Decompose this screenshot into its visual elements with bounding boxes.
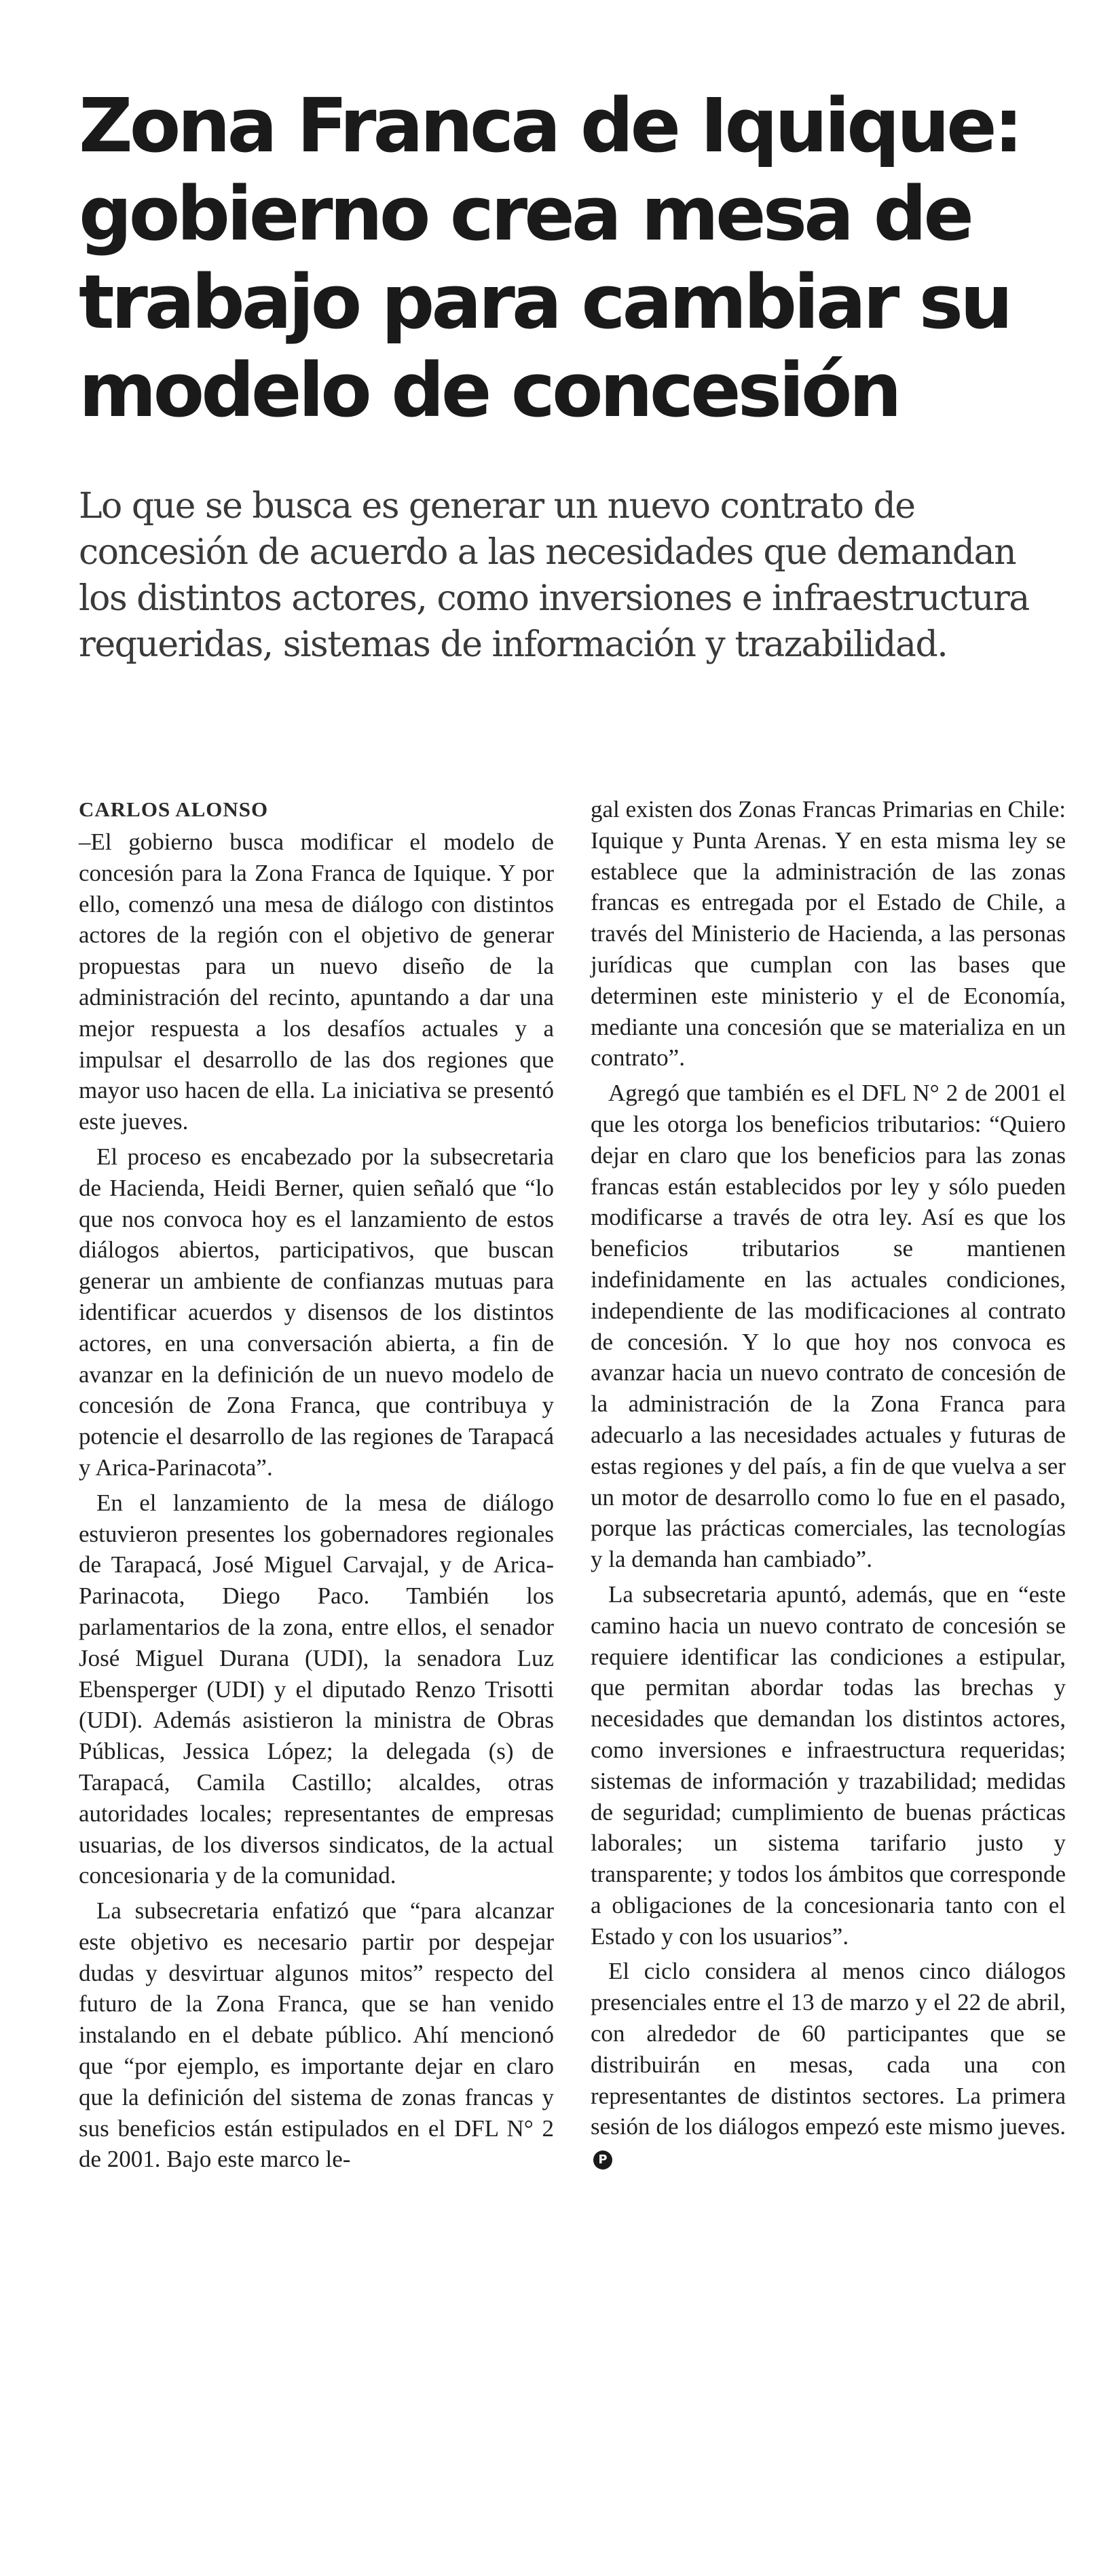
body-paragraph: La subsecretaria apuntó, además, que en “este camino hacia un nuevo contrato de concesión se requiere identificar las condiciones a estipular, que permitan abordar todas las brechas y necesidades que demandan los distintos actores, como inversiones e infraestructura requeridas; sistemas de información y trazabilidad; medidas de seguridad; cumplimiento de buenas prácticas laborales; un sistema tarifario justo y transparente; y todos los ámbitos que corresponde a obligaciones de la concesionaria tanto con el Estado y con los usuarios”. <box>591 1580 1066 1950</box>
body-column-left <box>79 794 554 2179</box>
headline <box>79 81 1043 434</box>
lead-line: Lo que se busca es generar un nuevo contrato de <box>79 486 915 527</box>
body-paragraph-continued: gal existen dos Zonas Francas Primarias en Chile: Iquique y Punta Arenas. Y en esta misma ley se establece que la administración de las zonas francas es entregada por el Estado de Chile, a través del Ministerio de Hacienda, a las personas jurídicas que cumplan con las bases que determinen este ministerio y el de Economía, mediante una concesión que se materializa en un contrato”. <box>591 796 1066 1072</box>
end-of-article-icon: P <box>593 2151 612 2170</box>
body-paragraph: El proceso es encabezado por la subsecretaria de Hacienda, Heidi Berner, quien señaló que “lo que nos convoca hoy es el lanzamiento de estos diálogos abiertos, participativos, que buscan generar un ambiente de confianzas mutuas para identificar acuerdos y disensos de los distintos actores, en una conversación abierta, a fin de avanzar en la definición de un nuevo modelo de concesión de Zona Franca, que contribuya y potencie el desarrollo de las regiones de Tarapacá y Arica-Parinacota”. <box>79 1143 554 1481</box>
headline-line: Zona Franca de Iquique: <box>79 82 1020 169</box>
body-column-right <box>591 794 1066 2178</box>
headline-line: gobierno crea mesa de <box>79 170 971 257</box>
lead-line: los distintos actores, como inversiones e infraestructura <box>79 578 1029 619</box>
body-paragraph: En el lanzamiento de la mesa de diálogo estuvieron presentes los gobernadores regionales de Tarapacá, José Miguel Carvajal, y de Arica-Parinacota, Diego Paco. También los parlamentarios de la zona, entre ellos, el senador José Miguel Durana (UDI), la senadora Luz Ebensperger (UDI) y el diputado Renzo Trisotti (UDI). Además asistieron la ministra de Obras Públicas, Jessica López; la delegada (s) de Tarapacá, Camila Castillo; alcaldes, otras autoridades locales; representantes de empresas usuarias, de los diversos sindicatos, de la actual concesionaria y de la comunidad. <box>79 1489 554 1889</box>
final-paragraph-text: El ciclo considera al menos cinco diálogos presenciales entre el 13 de marzo y el 22 de abril, con alrededor de 60 participantes que se distribuirán en mesas, cada una con representantes de distintos sectores. La primera sesión de los diálogos empezó este mismo jueves. <box>591 1958 1066 2140</box>
lead-paragraph <box>79 483 1043 668</box>
body-paragraph: –El gobierno busca modificar el modelo de concesión para la Zona Franca de Iquique. Y por ello, comenzó una mesa de diálogo con distintos actores de la región con el objetivo de generar propuestas para un nuevo diseño de la administración del recinto, apuntando a dar una mejor respuesta a los desafíos actuales y a impulsar el desarrollo de las dos regiones que mayor uso hacen de ella. La iniciativa se presentó este jueves. <box>79 829 554 1135</box>
lead-line: concesión de acuerdo a las necesidades que demandan <box>79 532 1016 573</box>
lead-line: requeridas, sistemas de información y trazabilidad. <box>79 624 948 665</box>
body-paragraph: La subsecretaria enfatizó que “para alcanzar este objetivo es necesario partir por despejar dudas y desvirtuar algunos mitos” respecto del futuro de la Zona Franca, que se han venido instalando en el debate público. Ahí mencionó que “por ejemplo, es importante dejar en claro que la definición del sistema de zonas francas y sus beneficios están estipulados en el DFL N° 2 de 2001. Bajo este marco le- <box>79 1897 554 2173</box>
headline-line: modelo de concesión <box>79 347 899 434</box>
body-paragraph-final <box>591 1956 1066 2174</box>
author-byline: CARLOS ALONSO <box>79 797 269 821</box>
body-paragraph: Agregó que también es el DFL N° 2 de 2001 el que les otorga los beneficios tributarios: “Quiero dejar en claro que los beneficios para las zonas francas están establecidos por ley y sólo pueden modificarse a través de otra ley. Así es que los beneficios tributarios se mantienen indefinidamente en las actuales condiciones, independiente de las modificaciones al contrato de concesión. Y lo que hoy nos convoca es avanzar hacia un nuevo contrato de concesión de la administración de la Zona Franca para adecuarlo a las necesidades actuales y futuras de estas regiones y del país, a fin de que vuelva a ser un motor de desarrollo como lo fue en el pasado, porque las prácticas comerciales, las tecnologías y la demanda han cambiado”. <box>591 1080 1066 1573</box>
headline-line: trabajo para cambiar su <box>79 259 1010 345</box>
